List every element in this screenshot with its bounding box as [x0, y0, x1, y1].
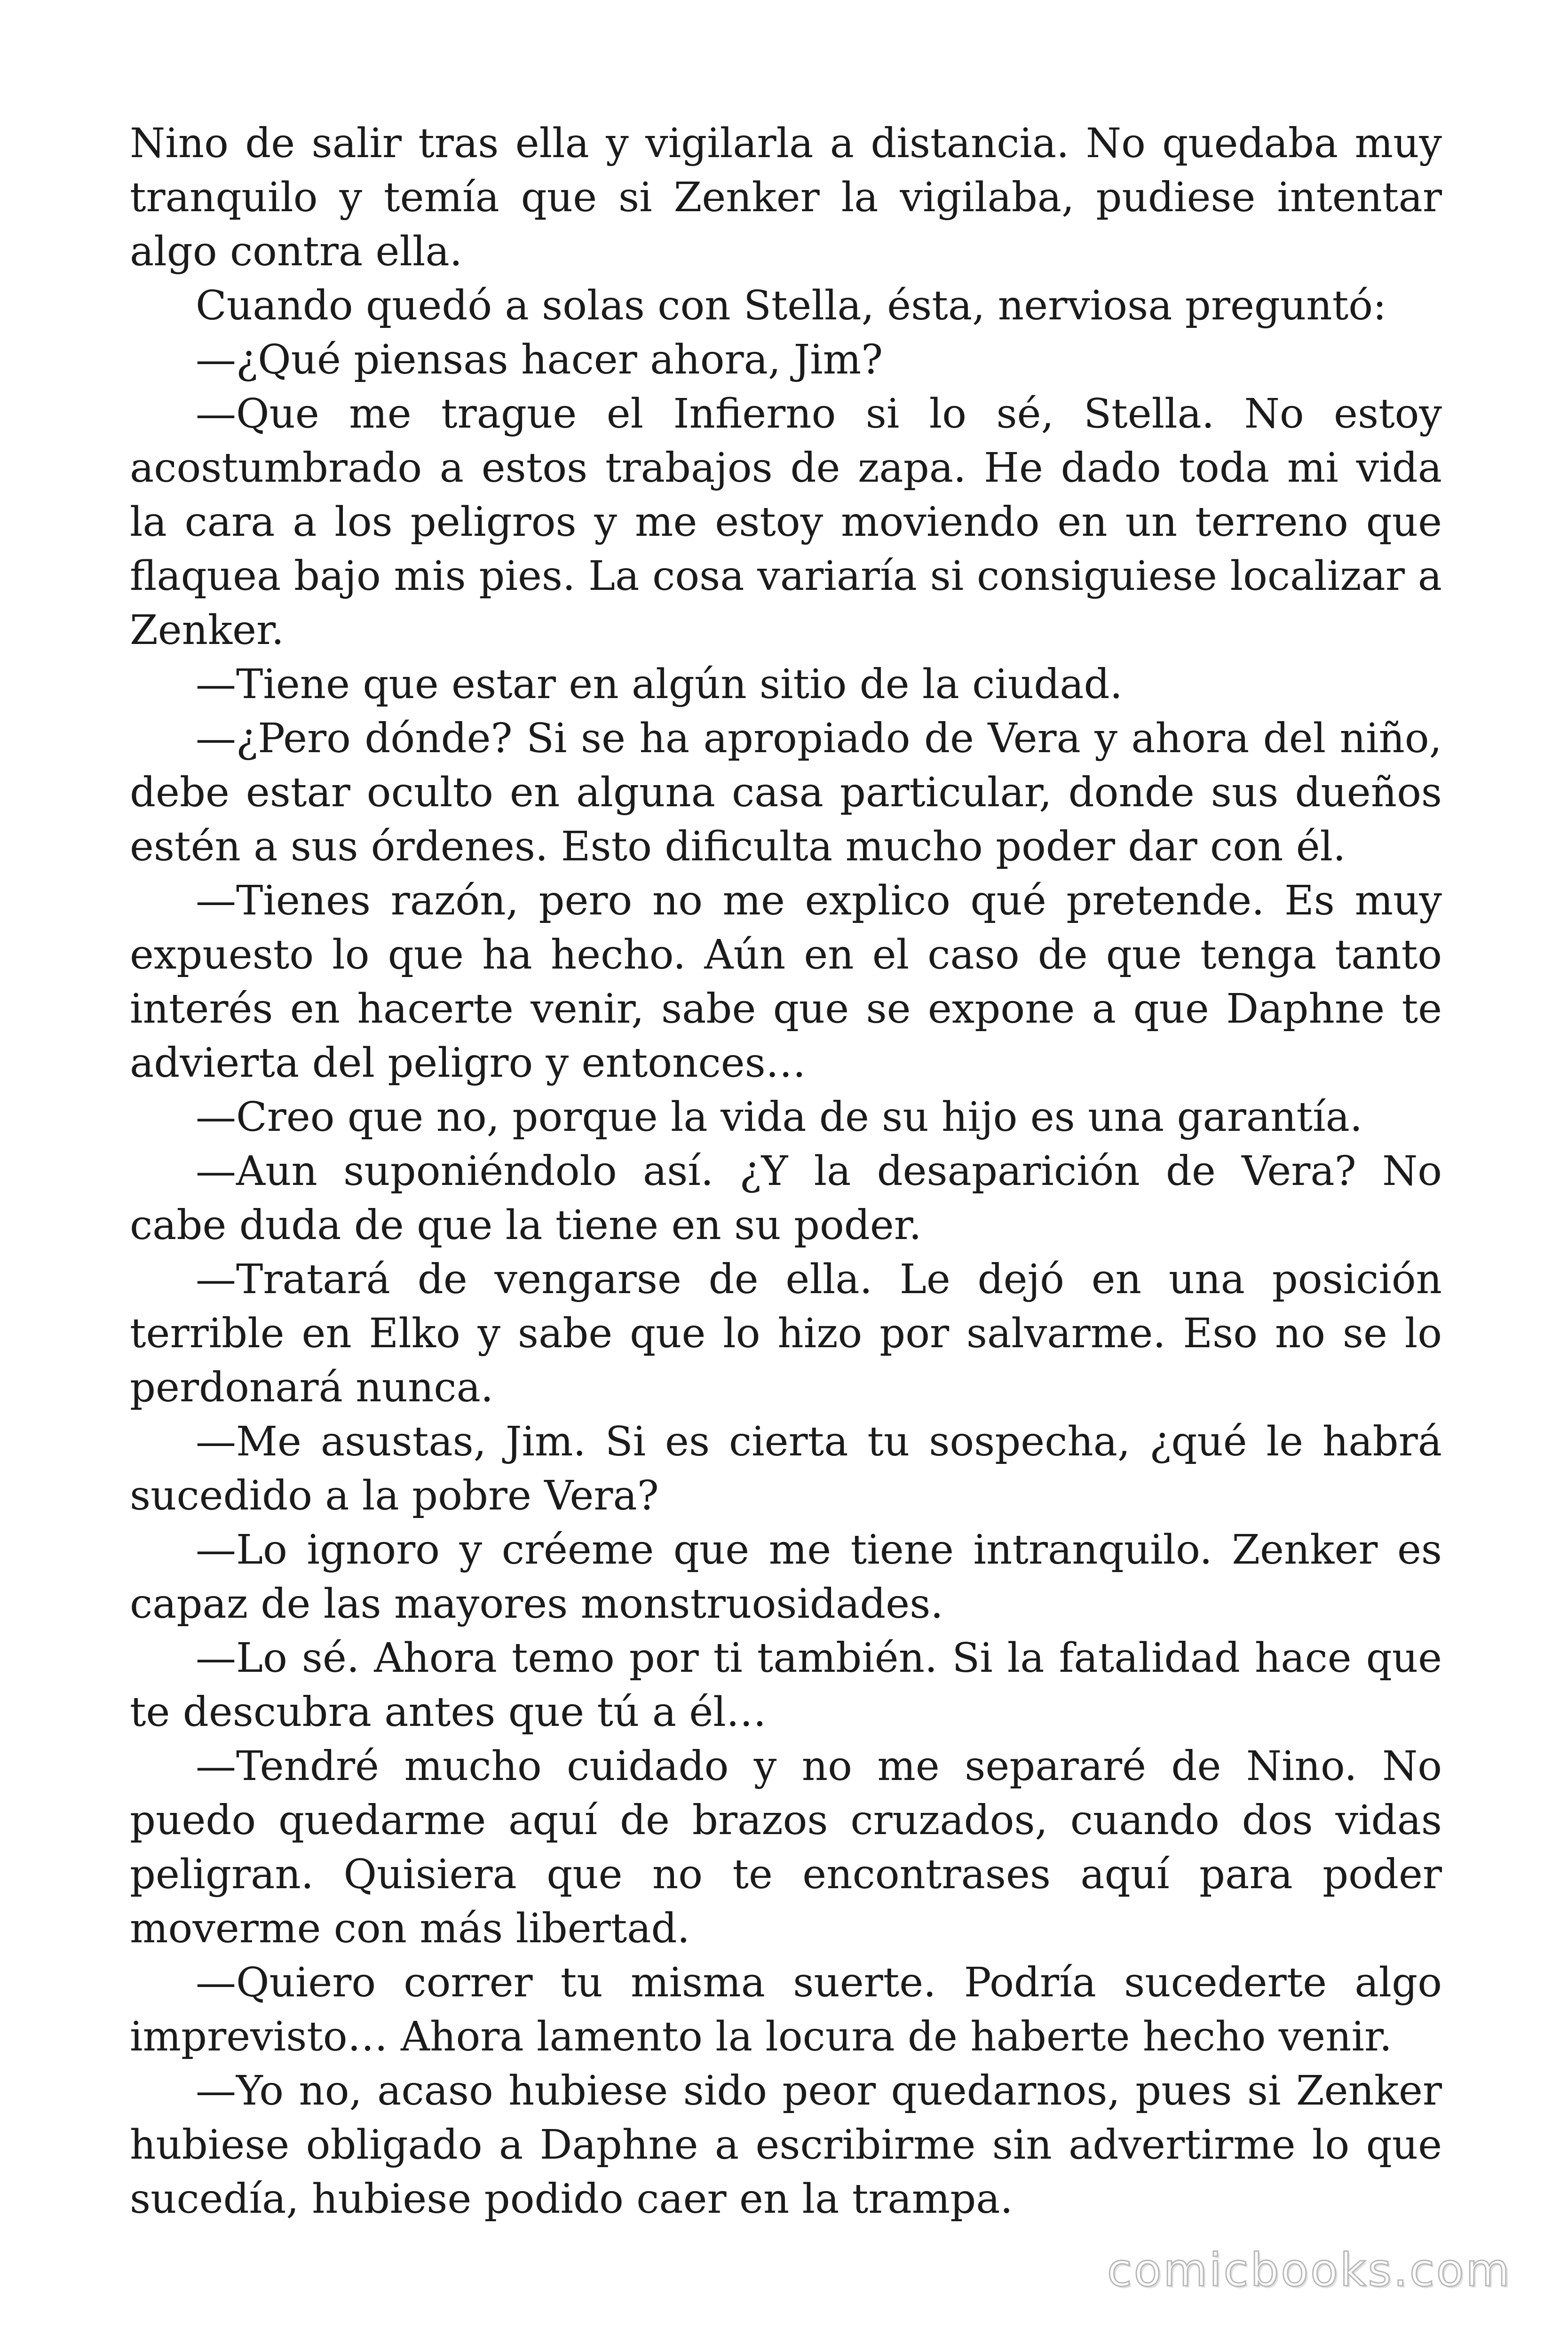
dialogue-line: —Quiero correr tu misma suerte. Podría sucederte algo imprevisto… Ahora lamento la locura de haberte hecho venir. — [130, 1959, 1442, 2060]
dialogue-line: —¿Pero dónde? Si se ha apropiado de Vera y ahora del niño, debe estar oculto en alguna casa particular, donde sus dueños estén a sus órdenes. Esto dificulta mucho poder dar con él. — [130, 715, 1442, 870]
dialogue-line: —Yo no, acaso hubiese sido peor quedarnos, pues si Zenker hubiese obligado a Daphne a escribirme sin advertirme lo que sucedía, hubiese podido caer en la trampa. — [130, 2067, 1442, 2223]
dialogue-line: —Aun suponiéndolo así. ¿Y la desaparición de Vera? No cabe duda de que la tiene en su poder. — [130, 1148, 1442, 1249]
dialogue-line: —Creo que no, porque la vida de su hijo es una garantía. — [196, 1094, 1363, 1141]
dialogue-line: —Lo ignoro y créeme que me tiene intranquilo. Zenker es capaz de las mayores monstruosidades. — [130, 1526, 1442, 1628]
dialogue-line: —Tratará de vengarse de ella. Le dejó en una posición terrible en Elko y sabe que lo hizo por salvarme. Eso no se lo perdonará nunca. — [130, 1256, 1442, 1411]
paragraph-narration: Cuando quedó a solas con Stella, ésta, nerviosa preguntó: — [196, 282, 1387, 329]
paragraph-continuation: Nino de salir tras ella y vigilarla a distancia. No quedaba muy tranquilo y temía que si Zenker la vigilaba, pudiese intentar algo contra ella. — [130, 120, 1442, 275]
dialogue-line: —Tiene que estar en algún sitio de la ciudad. — [196, 661, 1123, 708]
dialogue-line: —Tendré mucho cuidado y no me separaré de Nino. No puedo quedarme aquí de brazos cruzados, cuando dos vidas peligran. Quisiera que no te encontrases aquí para poder moverme con más libertad. — [130, 1743, 1442, 1952]
dialogue-line: —Que me trague el Infierno si lo sé, Stella. No estoy acostumbrado a estos trabajos de zapa. He dado toda mi vida la cara a los peligros y me estoy moviendo en un terreno que flaquea bajo mis pies. La cosa variaría si consiguiese localizar a Zenker. — [130, 390, 1442, 654]
watermark: comicbooks.com — [1107, 2244, 1512, 2296]
dialogue-line: —Tienes razón, pero no me explico qué pretende. Es muy expuesto lo que ha hecho. Aún en el caso de que tenga tanto interés en hacerte venir, sabe que se expone a que Daphne te advierta del peligro y entonces… — [130, 877, 1442, 1087]
dialogue-line: —Lo sé. Ahora temo por ti también. Si la fatalidad hace que te descubra antes que tú a él… — [130, 1635, 1442, 1736]
dialogue-line: —Me asustas, Jim. Si es cierta tu sospecha, ¿qué le habrá sucedido a la pobre Vera? — [130, 1418, 1442, 1519]
body-text — [130, 117, 1442, 2226]
dialogue-line: —¿Qué piensas hacer ahora, Jim? — [196, 336, 883, 383]
